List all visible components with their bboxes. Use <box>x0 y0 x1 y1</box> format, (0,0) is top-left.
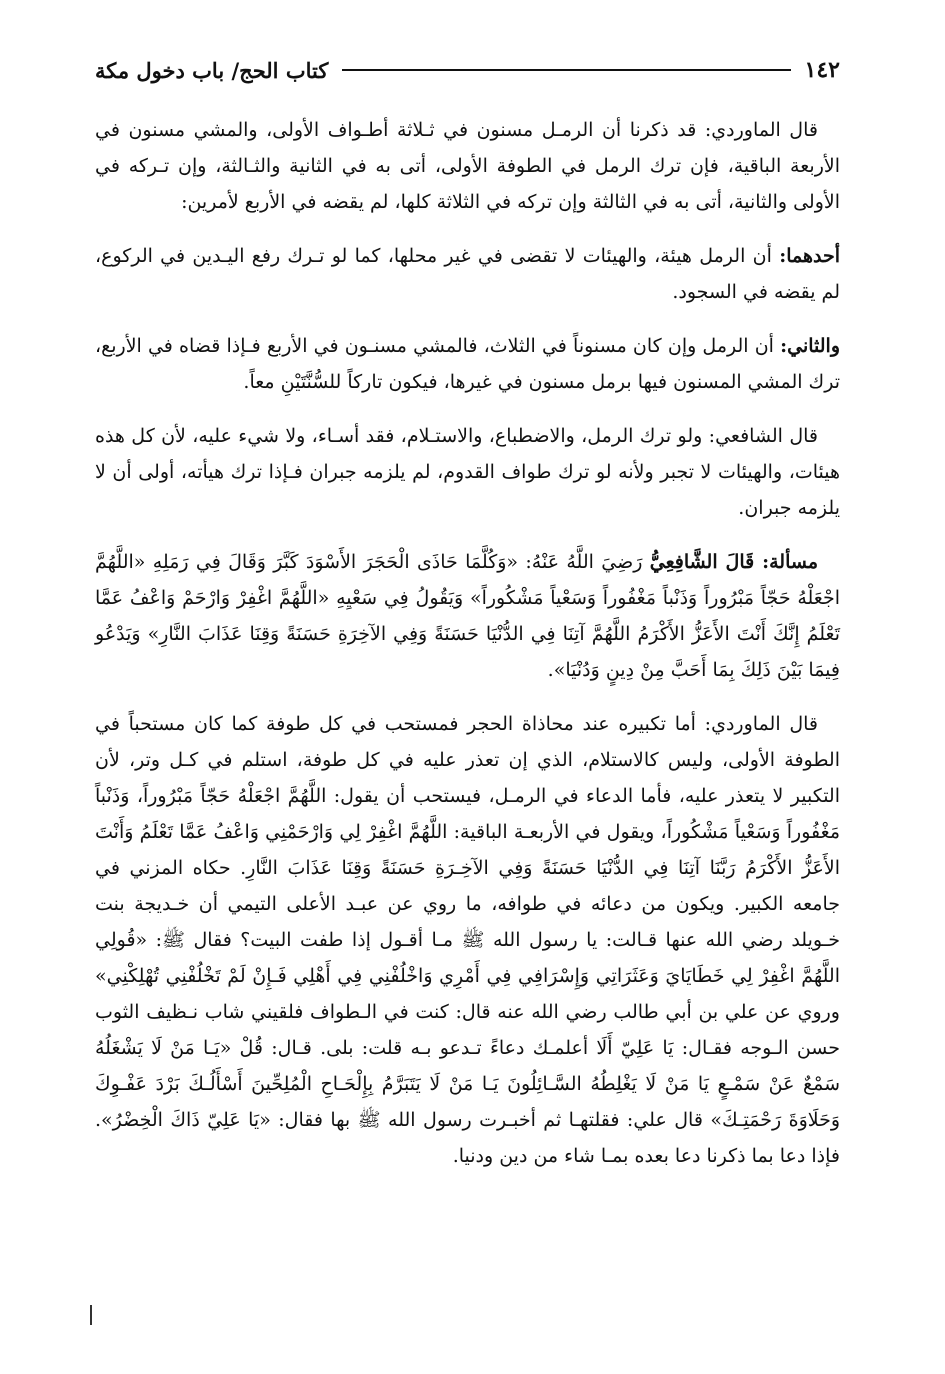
running-header <box>95 50 840 90</box>
paragraph-text: قال الشافعي: ولو ترك الرمل، والاضطباع، والاستـلام، فقد أسـاء، ولا شيء عليه، لأن كل هذه هيئات، والهيئات لا تجبر ولأنه لو ترك طواف القدوم، لم يلزمه جبران فـإذا ترك هيأته، أولى أن لا يلزمه جبران. <box>95 425 840 519</box>
paragraph-lead: والثاني: <box>780 335 840 357</box>
page-number: ١٤٢ <box>804 57 840 83</box>
paragraph-lead: مسألة: قَالَ الشَّافِعِيُّ <box>649 551 819 573</box>
header-title: كتاب الحج/ باب دخول مكة <box>95 57 329 83</box>
header-rule <box>342 69 790 71</box>
paragraph-text: أن الرمل هيئة، والهيئات لا تقضى في غير محلها، كما لو تـرك رفع اليـدين في الركوع، لم يقضه في السجود. <box>95 245 840 303</box>
margin-mark <box>90 1305 92 1325</box>
paragraph-text: أن الرمل وإن كان مسنوناً في الثلاث، فالمشي مسنـون في الأربع فـإذا قضاه في الأربع، ترك المشي المسنون فيها برمل مسنون في غيرها، فيكون تاركاً للسُّنَّتَيْنِ معاً. <box>95 335 840 393</box>
paragraph-second-reason <box>95 328 840 400</box>
paragraph-first-reason <box>95 238 840 310</box>
paragraph-shafii <box>95 418 840 526</box>
document-page <box>95 50 840 1192</box>
paragraph-intro <box>95 112 840 220</box>
paragraph-mawardi-commentary <box>95 706 840 1174</box>
paragraph-text: رَضِيَ اللَّهُ عَنْهُ: «وَكُلَّمَا حَاذَى الْحَجَرَ الأَسْوَدَ كَبَّرَ وَقَالَ فِي رَمَلِهِ «اللَّهُمَّ اجْعَلْهُ حَجّاً مَبْرُوراً وَذَنْباً مَغْفُوراً وَسَعْياً مَشْكُوراً» وَيَقُولُ فِي سَعْيِهِ «اللَّهُمَّ اغْفِرْ وَارْحَمْ وَاعْفُ عَمَّا تَعْلَمُ إِنَّكَ أَنْتَ الأَعَزُّ الأَكْرَمُ اللَّهُمَّ آتِنَا فِي الدُّنْيَا حَسَنَةً وَفِي الآخِرَةِ حَسَنَةً وَقِنَا عَذَابَ النَّارِ» وَيَدْعُو فِيمَا بَيْنَ ذَلِكَ بِمَا أَحَبَّ مِنْ دِينٍ وَدُنْيَا». <box>95 551 840 681</box>
paragraph-text: قال الماوردي: قد ذكرنا أن الرمـل مسنون في ثـلاثة أطـواف الأولى، والمشي مسنون في الأربعة الباقية، فإن ترك الرمل في الطوفة الأولى، أتى به في الثانية والثـالثة، وإن تـركه في الأولى والثانية، أتى به في الثالثة وإن تركه في الثلاثة كلها، لم يقضه في الأربع لأمرين: <box>95 119 840 213</box>
body-text <box>95 112 840 1174</box>
paragraph-masala <box>95 544 840 688</box>
paragraph-lead: أحدهما: <box>779 245 840 267</box>
paragraph-text: قال الماوردي: أما تكبيره عند محاذاة الحجر فمستحب في كل طوفة كما كان مستحباً في الطوفة الأولى، وليس كالاستلام، الذي إن تعذر عليه في كل طوفة، استلم في كـل وتر، لأن التكبير لا يتعذر عليه، فأما الدعاء في الرمـل، فيستحب أن يقول: اللَّهُمَّ اجْعَلْهُ حَجّاً مَبْرُوراً، وَذَنْباً مَغْفُوراً وَسَعْياً مَشْكُوراً، ويقول في الأربعـة الباقية: اللَّهُمَّ اغْفِرْ لِي وَارْحَمْنِي وَاعْفُ عَمَّا تَعْلَمُ وَأَنْتَ الأَعَزُّ الأَكْرَمُ رَبَّنَا آتِنَا فِي الدُّنْيَا حَسَنَةً وَفِي الآخِـرَةِ حَسَنَةً وَقِنَا عَذَابَ النَّارِ. حكاه المزني في جامعه الكبير. ويكون من دعائه في طوافه، ما روي عن عبـد الأعلى التيمي أن خـديجة بنت خـويلد رضي الله عنها قـالت: يا رسول الله ﷺ مـا أقـول إذا طفت البيت؟ فقال ﷺ: «قُولِي اللَّهُمَّ اغْفِرْ لِي خَطَايَايَ وَعَثَرَاتِي وَإِسْرَافِي فِي أَمْرِي وَاخْلُفْنِي فِي أَهْلِي فَـإِنْ لَمْ تَخْلُفْنِي تُهْلِكْنِي» وروي عن علي بن أبي طالب رضي الله عنه قال: كنت في الـطواف فلقيني شاب نـظيف الثوب حسن الـوجه فقـال: يَا عَلِيّ أَلَا أعلمـك دعاءً تـدعو بـه قلت: بلى. قـال: قُلْ «يَـا مَنْ لَا يَشْغَلُهُ سَمْعٌ عَنْ سَمْـعٍ يَا مَنْ لَا يَغْلِطُهُ السَّـائِلُونَ يَـا مَنْ لَا يَتَبَرَّمُ بِإِلْحَـاحِ الْمُلِحِّينَ أَسْأَلُـكَ بَرْدَ عَفْـوِكَ وَحَلَاوَةَ رَحْمَتِـكَ» قال علي: فقلتهـا ثم أخبـرت رسول الله ﷺ بها فقال: «يَا عَلِيّ ذَاكَ الْخِضْرُ». فإذا دعا بما ذكرنا دعا بعده بمـا شاء من دين ودنيا. <box>95 713 840 1167</box>
